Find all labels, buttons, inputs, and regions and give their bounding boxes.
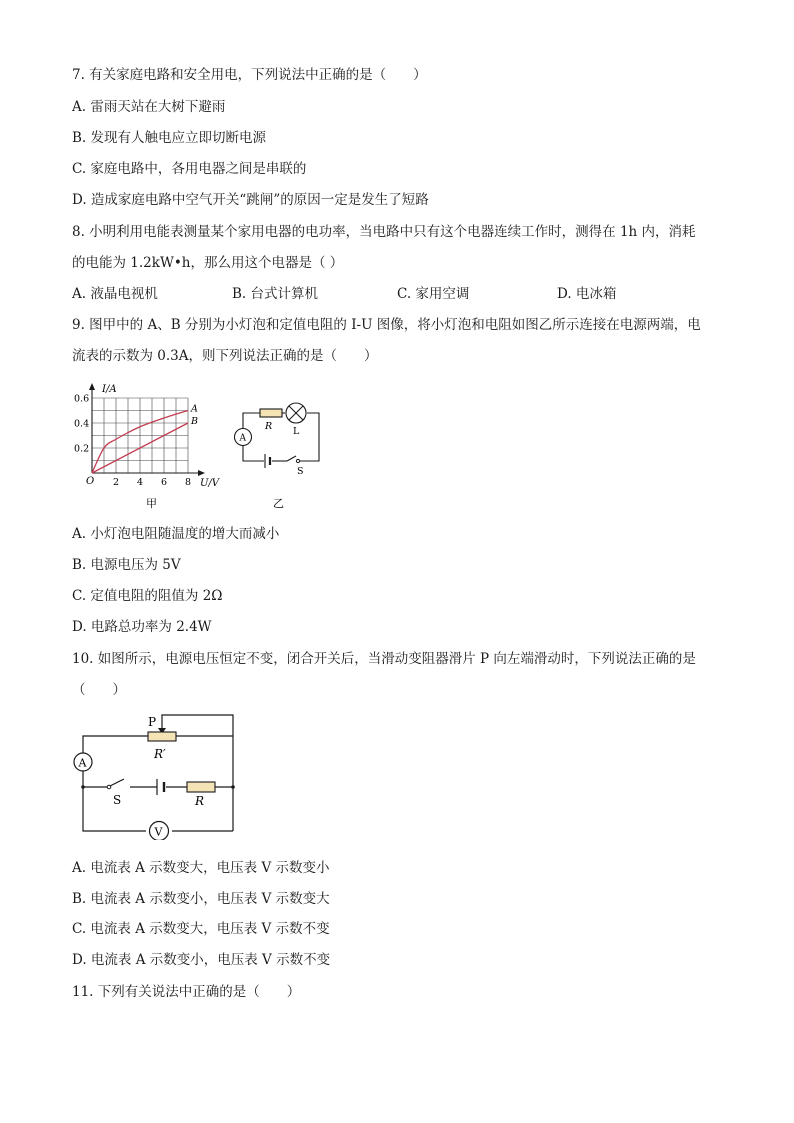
origin-label: O <box>86 476 95 487</box>
x-tick-label: 8 <box>185 477 192 488</box>
figure-yi-caption: 乙 <box>273 497 284 510</box>
iu-graph-series <box>92 404 198 474</box>
ammeter-label: A <box>239 433 246 444</box>
q10-option-b: B. 电流表 A 示数变小，电压表 V 示数变大 <box>72 891 330 907</box>
q7-option-a: A. 雷雨天站在大树下避雨 <box>72 99 226 115</box>
q10-stem-line2: （ ） <box>72 682 126 698</box>
q9-option-b: B. 电源电压为 5V <box>72 557 181 573</box>
y-tick-label: 0.4 <box>74 418 90 430</box>
resistor-label: R <box>195 794 205 808</box>
switch-label: S <box>297 466 304 477</box>
q8-stem-line2: 的电能为 1.2kW•h，那么用这个电器是（ ） <box>72 255 344 271</box>
q7-option-c: C. 家庭电路中，各用电器之间是串联的 <box>72 161 307 177</box>
resistor-symbol <box>187 782 215 792</box>
q8-option-d: D. 电冰箱 <box>557 286 617 302</box>
series-label-A: A <box>191 403 198 415</box>
slider-label: P <box>148 715 157 729</box>
resistor-label: R <box>265 421 273 432</box>
q7-option-b: B. 发现有人触电应立即切断电源 <box>72 130 267 146</box>
wire <box>243 413 260 428</box>
q7-option-d: D. 造成家庭电路中空气开关“跳闸”的原因一定是发生了短路 <box>72 192 429 208</box>
q10-option-d: D. 电流表 A 示数变小，电压表 V 示数不变 <box>72 952 331 968</box>
q9-stem-line2: 流表的示数为 0.3A，则下列说法正确的是（ ） <box>72 348 378 364</box>
q10-option-a: A. 电流表 A 示数变大，电压表 V 示数变小 <box>72 860 330 876</box>
y-tick-label: 0.2 <box>74 443 90 455</box>
q8-option-b: B. 台式计算机 <box>232 286 319 302</box>
ammeter-symbol <box>235 429 252 446</box>
voltmeter-label: V <box>154 825 163 839</box>
voltmeter-symbol <box>150 822 169 841</box>
ammeter-symbol <box>74 753 92 771</box>
series-label-B: B <box>191 416 198 427</box>
lamp-symbol <box>286 403 306 437</box>
circuit-yi-figure <box>228 398 328 513</box>
switch-label: S <box>113 793 122 807</box>
q7-stem: 7. 有关家庭电路和安全用电，下列说法中正确的是（ ） <box>72 67 427 83</box>
x-tick-label: 2 <box>113 477 120 488</box>
junction-dot <box>81 785 85 789</box>
q9-stem-line1: 9. 图甲中的 A、B 分别为小灯泡和定值电阻的 I-U 图像，将小灯泡和电阻如图乙所示连接在电源两端，电 <box>72 317 701 333</box>
q11-stem: 11. 下列有关说法中正确的是（ ） <box>72 984 301 1000</box>
iu-graph-axes <box>89 383 205 476</box>
iu-graph-grid <box>92 398 188 473</box>
q8-option-c: C. 家用空调 <box>397 286 470 302</box>
battery-symbol <box>265 454 270 468</box>
ammeter-label: A <box>78 756 87 770</box>
lamp-label: L <box>293 426 300 437</box>
x-tick-label: 4 <box>137 477 144 488</box>
q10-stem-line1: 10. 如图所示，电源电压恒定不变，闭合开关后，当滑动变阻器滑片 P 向左端滑动时，下列说法正确的是 <box>72 651 696 667</box>
rheostat-symbol <box>148 732 176 741</box>
x-axis-label: U/V <box>200 478 220 489</box>
rheostat-label: R′ <box>154 747 166 761</box>
y-axis-label: I/A <box>102 384 117 395</box>
x-tick-label: 6 <box>161 477 168 488</box>
q10-option-c: C. 电流表 A 示数变大，电压表 V 示数不变 <box>72 921 330 937</box>
wire <box>83 736 148 753</box>
battery-symbol <box>157 779 164 795</box>
q8-stem-line1: 8. 小明利用电能表测量某个家用电器的电功率，当电路中只有这个电器连续工作时，测得在 1h 内，消耗 <box>72 224 696 240</box>
wire <box>243 446 264 461</box>
y-tick-label: 0.6 <box>74 393 90 405</box>
figure-jia-caption: 甲 <box>146 497 157 510</box>
x-axis-arrow-icon <box>198 470 205 476</box>
q9-option-d: D. 电路总功率为 2.4W <box>72 619 212 635</box>
rheostat-circuit-figure <box>68 710 248 840</box>
switch-symbol <box>107 779 124 807</box>
resistor-symbol <box>260 409 282 432</box>
q9-option-a: A. 小灯泡电阻随温度的增大而减小 <box>72 526 280 542</box>
junction-dot <box>231 785 235 789</box>
q9-option-c: C. 定值电阻的阻值为 2Ω <box>72 588 223 604</box>
iu-graph-figure <box>70 378 230 513</box>
q8-option-a: A. 液晶电视机 <box>72 286 158 302</box>
switch-symbol <box>287 456 304 477</box>
y-axis-arrow-icon <box>89 383 95 390</box>
